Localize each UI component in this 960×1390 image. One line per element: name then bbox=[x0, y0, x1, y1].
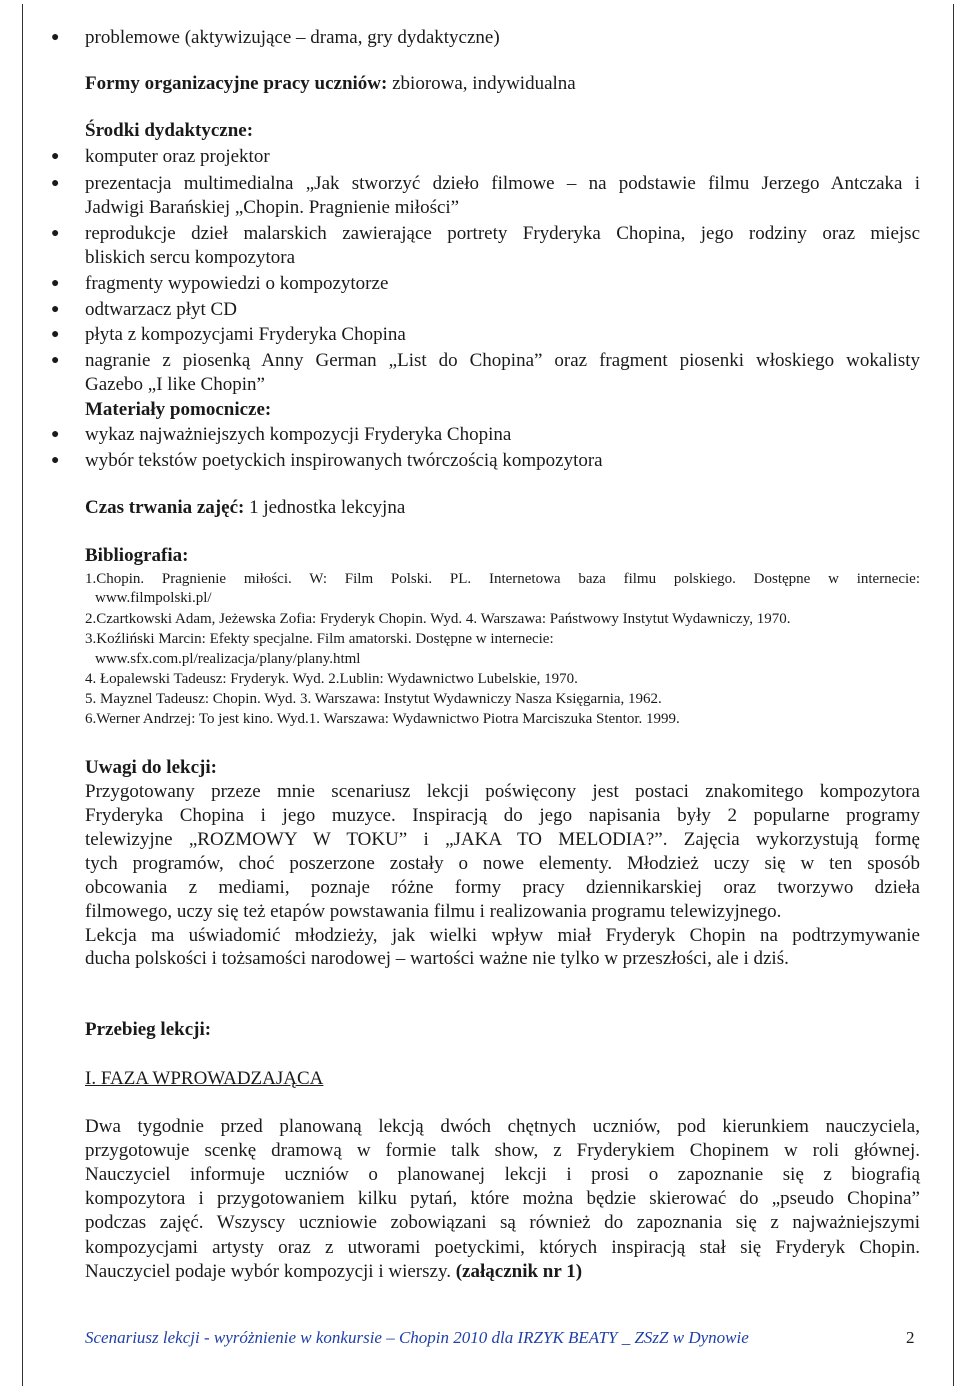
czas-label: Czas trwania zajęć: bbox=[85, 497, 245, 518]
bibliografia-entry-1-line2: www.filmpolski.pl/ bbox=[95, 590, 212, 606]
bullet-icon: ● bbox=[51, 327, 60, 342]
bibliografia-entry-2: 2.Czartkowski Adam, Jeżewska Zofia: Fryderyk Chopin. Wyd. 4. Warszawa: Państwowy Instytut Wydawniczy, 1970. bbox=[85, 611, 791, 627]
bibliografia-entry-5: 5. Mayznel Tadeusz: Chopin. Wyd. 3. Warszawa: Instytut Wydawniczy Nasza Księgarnia, 1962. bbox=[85, 691, 662, 707]
materialy-item-2: wybór tekstów poetyckich inspirowanych twórczością kompozytora bbox=[85, 450, 603, 471]
uwagi-line-7: Lekcja ma uświadomić młodzieży, jak wielki wpływ miał Fryderyk Chopin na podtrzymywanie bbox=[85, 925, 920, 946]
bullet-icon: ● bbox=[51, 226, 60, 241]
srodki-item-3-line2: bliskich sercu kompozytora bbox=[85, 247, 296, 268]
uwagi-line-1: Przygotowany przeze mnie scenariusz lekcji poświęcony jest postaci znakomitego kompozytora bbox=[85, 781, 920, 802]
bibliografia-entry-6: 6.Werner Andrzej: To jest kino. Wyd.1. Warszawa: Wydawnictwo Piotra Marciszuka Stentor. 1999. bbox=[85, 711, 680, 727]
srodki-item-4: fragmenty wypowiedzi o kompozytorze bbox=[85, 273, 389, 294]
srodki-item-2-line1: prezentacja multimedialna „Jak stworzyć dzieło filmowe – na podstawie filmu Jerzego Antczaka i bbox=[85, 173, 920, 194]
bibliografia-entry-4: 4. Łopalewski Tadeusz: Fryderyk. Wyd. 2.Lublin: Wydawnictwo Lubelskie, 1970. bbox=[85, 671, 578, 687]
materialy-item-1: wykaz najważniejszych kompozycji Fryderyka Chopina bbox=[85, 424, 512, 445]
bibliografia-heading: Bibliografia: bbox=[85, 545, 189, 566]
przebieg-line-2: przygotowuje scenkę dramową w formie talk show, z Fryderykiem Chopinem w roli głównej. bbox=[85, 1140, 920, 1161]
bullet-icon: ● bbox=[51, 276, 60, 291]
srodki-item-3-line1: reprodukcje dzieł malarskich zawierające portrety Fryderyka Chopina, jego rodziny oraz miejsc bbox=[85, 223, 920, 244]
page-number: 2 bbox=[906, 1328, 915, 1347]
przebieg-line-4: kompozytora i przygotowaniem kilku pytań, które można będzie skierować do „pseudo Chopina” bbox=[85, 1188, 920, 1209]
materialy-heading: Materiały pomocnicze: bbox=[85, 399, 272, 420]
methods-item: problemowe (aktywizujące – drama, gry dydaktyczne) bbox=[85, 27, 500, 48]
uwagi-line-4: tych programów, choć poszerzone zostały o nowe elementy. Młodzież uczy się w ten sposób bbox=[85, 853, 920, 874]
bullet-icon: ● bbox=[51, 302, 60, 317]
bibliografia-entry-1-line1: 1.Chopin. Pragnienie miłości. W: Film Polski. PL. Internetowa baza filmu polskiego. Dostępne w internecie: bbox=[85, 571, 920, 587]
forms-value: zbiorowa, indywidualna bbox=[387, 73, 576, 94]
przebieg-line-1: Dwa tygodnie przed planowaną lekcją dwóch chętnych uczniów, pod kierunkiem nauczyciela, bbox=[85, 1116, 920, 1137]
uwagi-heading: Uwagi do lekcji: bbox=[85, 757, 217, 778]
srodki-item-6: płyta z kompozycjami Fryderyka Chopina bbox=[85, 324, 406, 345]
uwagi-line-8: ducha polskości i tożsamości narodowej – wartości ważne nie tylko w przeszłości, ale i dziś. bbox=[85, 948, 789, 969]
przebieg-line-6: kompozycjami artysty oraz z utworami poetyckimi, których inspiracją stał się Fryderyk Chopin. bbox=[85, 1237, 920, 1258]
przebieg-line-5: podczas zajęć. Wszyscy uczniowie zobowiązani są również do zapoznania się z najważniejszymi bbox=[85, 1212, 920, 1233]
przebieg-line-3: Nauczyciel informuje uczniów o planowanej lekcji i prosi o zapoznanie się z biografią bbox=[85, 1164, 920, 1185]
czas-line bbox=[85, 496, 405, 520]
uwagi-line-2: Fryderyka Chopina i jego muzyce. Inspiracją do jego napisania były 2 popularne programy bbox=[85, 805, 920, 826]
bullet-icon: ● bbox=[51, 453, 60, 468]
srodki-item-1: komputer oraz projektor bbox=[85, 146, 270, 167]
bullet-icon: ● bbox=[51, 30, 60, 45]
czas-value: 1 jednostka lekcyjna bbox=[244, 497, 406, 518]
srodki-item-5: odtwarzacz płyt CD bbox=[85, 299, 237, 320]
srodki-heading: Środki dydaktyczne: bbox=[85, 120, 254, 141]
uwagi-line-5: obcowania z mediami, poznaje różne formy pracy dziennikarskiej oraz tworzywo dzieła bbox=[85, 877, 920, 898]
forms-label: Formy organizacyjne pracy uczniów: bbox=[85, 73, 388, 94]
srodki-item-7-line2: Gazebo „I like Chopin” bbox=[85, 374, 265, 395]
attachment-reference: (załącznik nr 1) bbox=[455, 1261, 583, 1282]
bullet-icon: ● bbox=[51, 353, 60, 368]
przebieg-line-7-text: Nauczyciel podaje wybór kompozycji i wierszy. bbox=[85, 1261, 456, 1282]
srodki-item-7-line1: nagranie z piosenką Anny German „List do Chopina” oraz fragment piosenki włoskiego wokalisty bbox=[85, 350, 920, 371]
bullet-icon: ● bbox=[51, 176, 60, 191]
uwagi-line-6: filmowego, uczy się też etapów powstawania filmu i realizowania programu telewizyjnego. bbox=[85, 901, 782, 922]
bullet-icon: ● bbox=[51, 149, 60, 164]
przebieg-heading: Przebieg lekcji: bbox=[85, 1019, 212, 1040]
page-footer: Scenariusz lekcji - wyróżnienie w konkursie – Chopin 2010 dla IRZYK BEATY _ ZSzZ w Dynowie bbox=[85, 1328, 749, 1347]
bullet-icon: ● bbox=[51, 427, 60, 442]
srodki-item-2-line2: Jadwigi Barańskiej „Chopin. Pragnienie miłości” bbox=[85, 197, 460, 218]
phase-heading: I. FAZA WPROWADZAJĄCA bbox=[85, 1068, 324, 1089]
uwagi-line-3: telewizyjne „ROZMOWY W TOKU” i „JAKA TO MELODIA?”. Zajęcia wykorzystują formę bbox=[85, 829, 920, 850]
forms-line bbox=[85, 72, 576, 96]
bibliografia-entry-3-line1: 3.Koźliński Marcin: Efekty specjalne. Film amatorski. Dostępne w internecie: bbox=[85, 631, 554, 647]
bibliografia-entry-3-line2: www.sfx.com.pl/realizacja/plany/plany.html bbox=[95, 651, 361, 667]
przebieg-line-7 bbox=[85, 1260, 582, 1284]
